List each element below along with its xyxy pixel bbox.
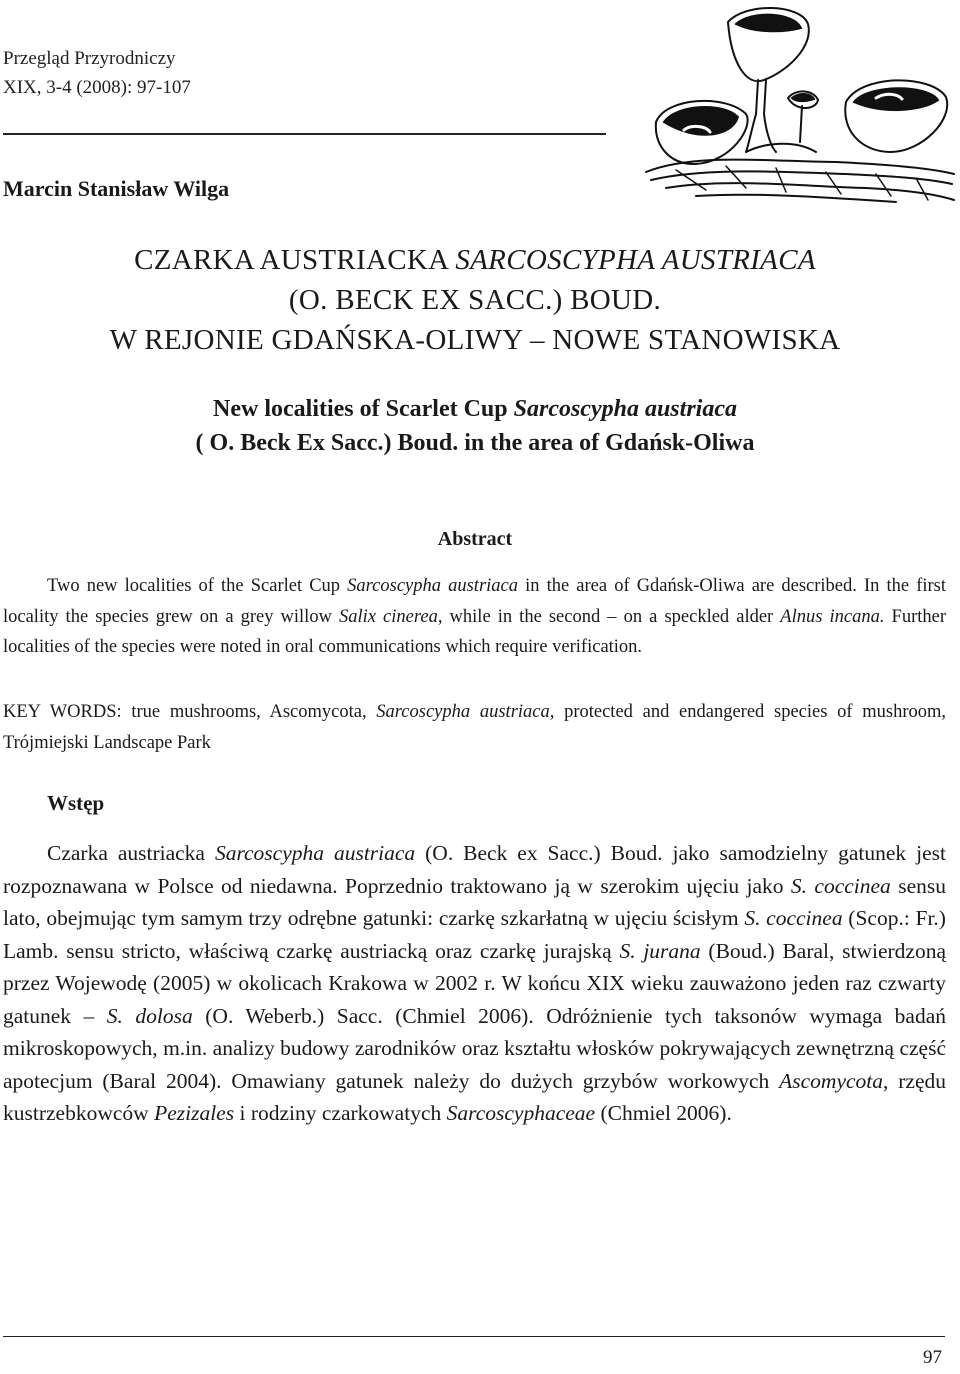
intro-segment: (Scop.: Fr.) Lamb. sensu stricto, właściwą czarkę austriacką oraz czarkę jurajską — [3, 906, 946, 963]
mushroom-cups-illustration-icon — [636, 2, 958, 214]
keywords — [3, 697, 946, 758]
keywords-segment: protected and endangered species of mushroom, Trójmiejski Landscape Park — [3, 702, 946, 753]
abstract-segment: in the area of Gdańsk-Oliwa are described. In the first locality the species grew on a grey willow — [3, 576, 946, 627]
intro-segment: (O. Beck ex Sacc.) Boud. jako samodzielny gatunek jest rozpoznawana w Polsce od niedawna. Poprzednio traktowano ją w szerokim ujęciu jako — [3, 841, 946, 898]
article-title-polish — [40, 240, 910, 360]
title-en-line-1-text: New localities of Scarlet Cup — [213, 396, 514, 422]
abstract-heading: Abstract — [437, 528, 513, 550]
abstract-segment: Two new localities of the Scarlet Cup — [47, 576, 348, 596]
author-name: Marcin Stanisław Wilga — [3, 176, 230, 201]
intro-segment: (Chmiel 2006). — [595, 1101, 732, 1125]
intro-taxon: Ascomycota — [779, 1068, 884, 1093]
title-pl-line-2: (O. BECK EX SACC.) BOUD. — [288, 284, 662, 316]
title-pl-line-1 — [40, 240, 910, 280]
intro-taxon: Sarcoscyphaceae — [446, 1101, 596, 1125]
title-pl-line-1-text: CZARKA AUSTRIACKA — [134, 244, 456, 276]
intro-species: S. dolosa — [106, 1003, 193, 1028]
intro-segment: i rodziny czarkowatych — [234, 1101, 447, 1125]
title-en-line-1-species: Sarcoscypha austriaca — [513, 396, 737, 422]
intro-species: S. jurana — [619, 938, 701, 963]
journal-header — [3, 44, 191, 102]
section-heading: Wstęp — [47, 791, 105, 815]
intro-segment: (O. Weberb.) Sacc. (Chmiel 2006). Odróżnienie tych taksonów wymaga badań mikroskopowych, m.in. analizy budowy zarodników oraz kształtu włosków pokrywających zewnętrzną część apotecjum (Baral 2004). Omawiany gatunek należy do dużych grzybów workowych — [3, 1003, 947, 1093]
page-number: 97 — [923, 1347, 942, 1368]
journal-name: Przegląd Przyrodniczy — [3, 48, 176, 69]
intro-segment: , rzędu kustrzebkowców — [3, 1068, 947, 1125]
abstract-segment: while in the second – on a speckled alder — [442, 606, 781, 627]
abstract-text — [3, 571, 946, 663]
keywords-segment: KEY WORDS: true mushrooms, Ascomycota, — [3, 702, 377, 722]
abstract-species: Salix cinerea, — [339, 606, 443, 627]
title-pl-line-1-species: SARCOSCYPHA AUSTRIACA — [455, 244, 816, 276]
intro-species: S. coccinea — [790, 873, 891, 898]
intro-species: S. coccinea — [744, 906, 843, 930]
intro-paragraph — [3, 837, 946, 1130]
keywords-species: Sarcoscypha austriaca, — [376, 702, 555, 722]
header-rule — [3, 133, 606, 135]
abstract-species: Sarcoscypha austriaca — [347, 576, 518, 596]
intro-segment: (Boud.) Baral, stwierdzoną przez Wojewodę (2005) w okolicach Krakowa w 2002 r. W końcu XIX wieku zauważono jeden raz czwarty gatunek – — [3, 938, 946, 1028]
title-pl-line-3: W REJONIE GDAŃSKA-OLIWY – NOWE STANOWISKA — [109, 324, 841, 356]
title-en-line-2: ( O. Beck Ex Sacc.) Boud. in the area of Gdańsk-Oliwa — [195, 430, 755, 456]
title-en-line-1 — [40, 392, 910, 426]
abstract-species: Alnus incana. — [780, 606, 885, 627]
intro-segment: Czarka austriacka — [47, 841, 215, 865]
journal-issue: XIX, 3-4 (2008): 97-107 — [3, 77, 191, 98]
intro-species: Sarcoscypha austriaca — [214, 841, 416, 865]
abstract-segment: Further localities of the species were noted in oral communications which require verification. — [3, 606, 946, 657]
intro-segment: sensu lato, obejmując tym samym trzy odrębne gatunki: czarkę szkarłatną w ujęciu ścisłym — [3, 873, 946, 930]
footer-rule — [3, 1336, 945, 1337]
article-title-english — [40, 392, 910, 460]
intro-taxon: Pezizales — [154, 1101, 235, 1125]
